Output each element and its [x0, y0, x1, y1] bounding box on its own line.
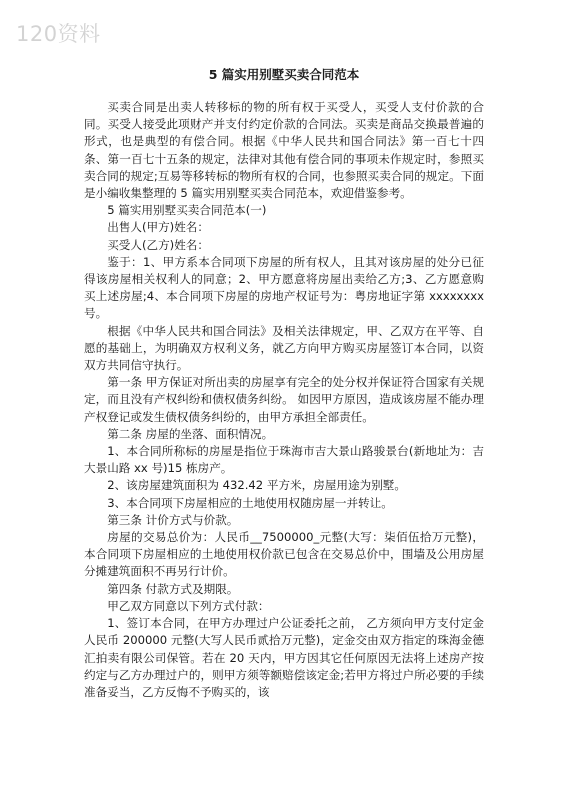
article-2-heading: 第二条 房屋的坐落、面积情况。 [107, 426, 274, 441]
document-title: 5 篇实用别墅买卖合同范本 [208, 67, 360, 82]
article-3-price-paragraph: 房屋的交易总价为：人民币__7500000_元整(大写：柒佰伍拾万元整)，本合同项下房屋相应的土地使用权价款已包含在交易总价中，围墙及公用房屋分摊建筑面积不再另行计价。 [84, 530, 484, 579]
document-page [84, 66, 484, 701]
article-2-item-1: 1、本合同所称标的房屋是指位于珠海市吉大景山路骏景台(新地址为：吉大景山路 xx 号)15 栋房产。 [84, 444, 484, 476]
basis-paragraph: 根据《中华人民共和国合同法》及相关法律规定，甲、乙双方在平等、自愿的基础上，为明确双方权利义务，就乙方向甲方购买房屋签订本合同，以资双方共同信守执行。 [84, 323, 484, 373]
article-2-item-3: 3、本合同项下房屋相应的土地使用权随房屋一并转让。 [107, 495, 393, 510]
intro-paragraph: 买卖合同是出卖人转移标的物的所有权于买受人，买受人支付价款的合同。买受人接受此项财产并支付约定价款的合同法。买卖是商品交换最普遍的形式，也是典型的有偿合同。根据《中华人民共和国合同法》第一百七十四条、第一百七十五条的规定，法律对其他有偿合同的事项未作规定时，参照买卖合同的规定;互易等移转标的物所有权的合同，也参照买卖合同的规定。下面是小编收集整理的 5 篇实用别墅买卖合同范本，欢迎借鉴参考。 [84, 100, 484, 201]
article-3-heading: 第三条 计价方式与价款。 [107, 512, 239, 527]
article-4-heading: 第四条 付款方式及期限。 [107, 581, 239, 596]
seller-name-line: 出售人(甲方)姓名： [107, 220, 209, 235]
buyer-name-line: 买受人(乙方)姓名： [107, 237, 209, 252]
contract-heading: 5 篇实用别墅买卖合同范本(一) [107, 203, 267, 218]
watermark: 120资料 [16, 22, 101, 46]
payment-intro-line: 甲乙双方同意以下列方式付款： [107, 598, 270, 613]
article-2-item-2: 2、该房屋建筑面积为 432.42 平方米，房屋用途为别墅。 [107, 478, 406, 493]
whereas-paragraph: 鉴于：1、甲方系本合同项下房屋的所有权人，且其对该房屋的处分已征得该房屋相关权利人的同意；2、甲方愿意将房屋出卖给乙方;3、乙方愿意购买上述房屋;4、本合同项下房屋的房地产权证号为：粤房地证字第 xxxxxxxx 号。 [84, 254, 484, 321]
payment-item-1: 1、签订本合同，在甲方办理过户公证委托之前， 乙方须向甲方支付定金人民币 200000 元整(大写人民币贰拾万元整)，定金交由双方指定的珠海金德汇拍卖有限公司保管。若在 20 天内，甲方因其它任何原因无法将上述房产按约定与乙方办理过户的，则甲方须等额赔偿该定金;若甲方将过户所必要的手续准备妥当，乙方反悔不予购买的，该 [84, 616, 484, 699]
article-1-paragraph: 第一条 甲方保证对所出卖的房屋享有完全的处分权并保证符合国家有关规定，而且没有产权纠纷和债权债务纠纷。 如因甲方原因，造成该房屋不能办理产权登记或发生债权债务纠纷的，由甲方承担全部责任。 [84, 375, 484, 424]
